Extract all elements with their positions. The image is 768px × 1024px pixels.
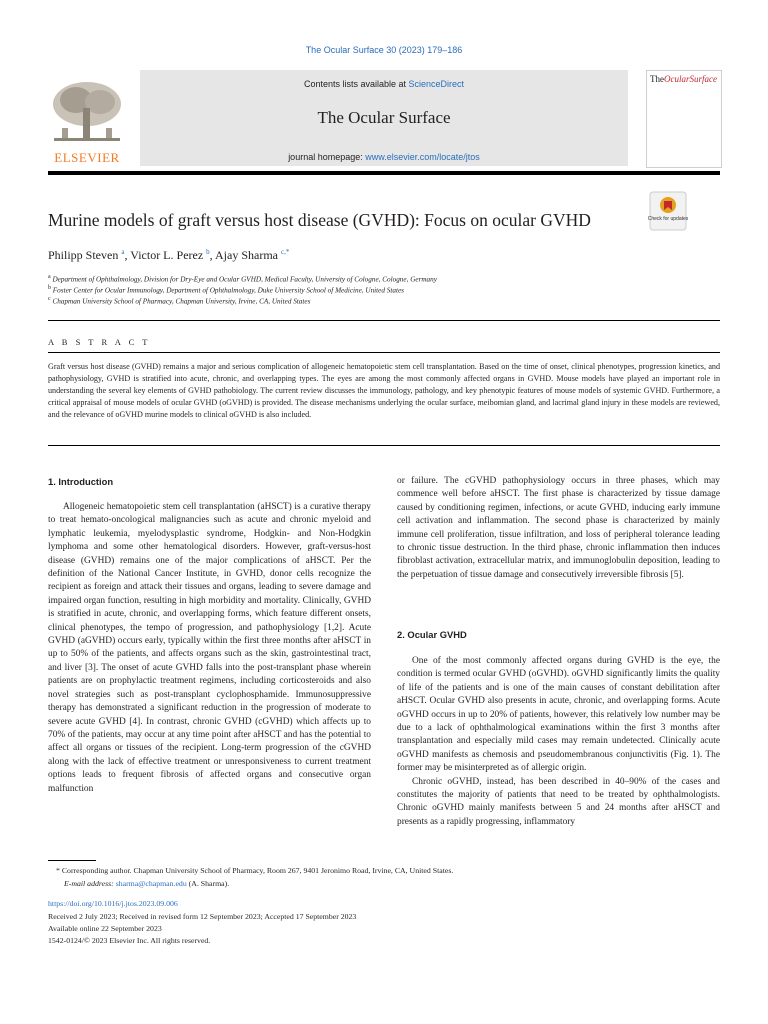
author-list: Philipp Steven $^a$, Victor L. Perez $^b$, Ajay Sharma $^{c,*}$ — [48, 248, 290, 262]
section-heading-introduction: 1. Introduction — [48, 476, 114, 487]
header-rule — [48, 171, 720, 175]
abstract-text: Graft versus host disease (GVHD) remains a major and serious complication of allogeneic hematopoietic stem cell transplantation. Based on the time of onset, clinical phenotypes, progression kinetics, and pathophysiology, GVHD is stratified into acute, chronic, and overlapping types. The eyes are among the most commonly affected organs in GVHD. Mouse models have played an important role in understanding the several key elements of GVHD pathobiology. The current review discusses the immunology, pathology, and key phenotypic features of mouse models of systemic GVHD. Furthermore, a critical appraisal of mouse models of ocular GVHD (oGVHD) is provided. The disease mechanisms underlying the ocular surface, meibomian gland, and lacrimal gland injury in these models are reviewed, and the relevance of oGVHD murine models to clinical oGVHD is also included. — [48, 362, 720, 419]
homepage-line — [140, 152, 628, 162]
check-updates-label: Check for updates — [647, 216, 689, 222]
affiliation-text: Chapman University School of Pharmacy, Chapman University, Irvine, CA, United States — [52, 297, 311, 306]
divider — [48, 445, 720, 446]
cover-title — [650, 74, 717, 84]
journal-title: The Ocular Surface — [317, 108, 451, 127]
affiliation-text: Department of Ophthalmology, Division for Dry-Eye and Ocular GVHD, Medical Faculty, University of Cologne, Cologne, Germany — [52, 275, 437, 284]
affiliation — [48, 274, 437, 283]
author-affil-mark[interactable]: b — [206, 248, 210, 256]
doi-link[interactable]: https://doi.org/10.1016/j.jtos.2023.09.006 — [48, 899, 178, 908]
contents-prefix: Contents lists available at — [303, 79, 409, 89]
affiliation-text: Foster Center for Ocular Immunology, Department of Ophthalmology, Duke University School of Medicine, United States — [52, 286, 404, 295]
affiliation-mark: c — [48, 296, 51, 302]
received-dates: Received 2 July 2023; Received in revised form 12 September 2023; Accepted 17 September 2023 — [48, 912, 357, 921]
author-affil-mark[interactable]: c,* — [281, 248, 290, 256]
affiliation-mark: a — [48, 274, 51, 280]
author-name[interactable]: Victor L. Perez — [130, 248, 204, 262]
author-affil-mark[interactable]: a — [121, 248, 125, 256]
paragraph: Allogeneic hematopoietic stem cell transplantation (aHSCT) is a curative therapy to treat hemato-oncological malignancies such as acute and chronic myeloid and lymphatic leukemia, myelodysplastic syndrome, Hodgkin- and Non-Hodgkin lymphoma and some other hematological disorders. However, graft-versus-host disease (GVHD) remains one of the major complications of aHSCT. Per the definition of the National Cancer Institute, in GVHD, donor cells recognize the recipient as foreign and attack their tissues and organs, leading to severe damage and impaired organ function, resulting in high morbidity and mortality. Clinically, GVHD is stratified in acute, chronic, and overlapping forms, which feature different onsets, clinical phenotypes, the tempo of progression, and pathophysiology [1,2]. Acute GVHD (aGVHD) occurs early, typically within the first three months after aHSCT in up to 50% of the patients, and affects organs such as the skin, gastrointestinal tract, and liver [3]. The onset of acute GVHD falls into the post-transplant phase wherein patients are on prophylactic treatment regimens, including corticosteroids and also novel strategies such as post-transplant cyclophosphamide. Immunosuppressive therapy has demonstrated a significant reduction in the progression of moderate to severe acute GVHD [4]. In contrast, chronic GVHD (cGVHD) which affects up to 70% of the patients, may occur at any time point after aHSCT and has the potential to affect all organs or tissues of the recipient. Long-term progression of the cGVHD along with the lack of effective treatment or unresponsiveness to current treatment options leads to frequent fibrosis of affected organs and consecutive organ malfunction — [48, 502, 371, 794]
email-label: E-mail address: — [64, 879, 116, 888]
elsevier-wordmark: ELSEVIER — [54, 150, 120, 165]
contents-line — [140, 79, 628, 89]
article-title: Murine models of graft versus host disease (GVHD): Focus on ocular GVHD — [48, 210, 591, 230]
cover-title-b: OcularSurface — [664, 74, 717, 84]
abstract-heading: A B S T R A C T — [48, 337, 151, 347]
homepage-link[interactable]: www.elsevier.com/locate/jtos — [365, 152, 480, 162]
elsevier-tree-logo — [48, 78, 126, 148]
right-column — [397, 475, 720, 582]
author-name[interactable]: Philipp Steven — [48, 248, 119, 262]
available-online: Available online 22 September 2023 — [48, 924, 162, 933]
paragraph: Chronic oGVHD, instead, has been described in 40–90% of the cases and constitutes the majority of patients that need to be treated by ophthalmologists. Chronic oGVHD mainly manifests between 5 and 24 months after aHSCT and presents as a rapidly progressing, inflammatory — [397, 776, 720, 827]
email-link[interactable]: sharma@chapman.edu — [115, 879, 187, 888]
affiliation — [48, 296, 310, 305]
sciencedirect-link[interactable]: ScienceDirect — [408, 79, 465, 89]
footnote-rule — [48, 860, 96, 861]
copyright: 1542-0124/© 2023 Elsevier Inc. All rights reserved. — [48, 936, 211, 945]
left-column — [48, 501, 371, 796]
affiliation — [48, 285, 404, 294]
divider — [48, 320, 720, 321]
running-head[interactable]: The Ocular Surface 30 (2023) 179–186 — [305, 45, 463, 55]
paragraph: or failure. The cGVHD pathophysiology occurs in three phases, which may commence well before aHSCT. The first phase is characterized by tissue damage caused by conditioning regimen, infections, or acute GVHD, inducing early immune cell activation and inflammation. The second phase is characterized by mainly immune cell proliferation, tissue infiltration, and loss of peripheral tolerance leading to chronic tissue destruction. In the third phase, chronic inflammation then induces fibroblast activation, extracellular matrix, and immunoglobulin deposition, leading to the perpetuation of tissue damage and consecutively irreversible fibrosis [5]. — [397, 476, 720, 580]
homepage-prefix: journal homepage: — [288, 152, 366, 162]
corresponding-author-note: * Corresponding author. Chapman University School of Pharmacy, Room 267, 9401 Jeronimo Road, Irvine, CA, United States. — [56, 866, 454, 875]
paragraph: One of the most commonly affected organs during GVHD is the eye, the condition is termed ocular GVHD (oGVHD). oGVHD significantly limits the quality of life of the patients and is one of the main causes of constant debilitation after aHSCT. Ocular GVHD also presents in acute, chronic, and overlapping forms. Acute oGVHD occurs in up to 20% of patients, however, this relatively low number may be due to a lack of ophthalmological examinations within the first 3 months after transplantation and especially mild cases may remain undetected. Clinically acute oGVHD manifests as chemosis and pseudomembranous conjunctivitis (Fig. 1). The former may be misinterpreted as of allergic origin. — [397, 656, 720, 774]
affiliation-mark: b — [48, 285, 51, 291]
email-suffix: (A. Sharma). — [186, 879, 230, 888]
check-for-updates-icon[interactable] — [647, 192, 689, 230]
cover-title-a: The — [650, 74, 664, 84]
section-heading-ocular-gvhd: 2. Ocular GVHD — [397, 629, 467, 640]
author-name[interactable]: Ajay Sharma — [215, 248, 278, 262]
right-column-continued — [397, 655, 720, 829]
divider — [48, 352, 720, 353]
email-line — [64, 879, 229, 888]
journal-cover-thumbnail[interactable] — [646, 70, 722, 168]
